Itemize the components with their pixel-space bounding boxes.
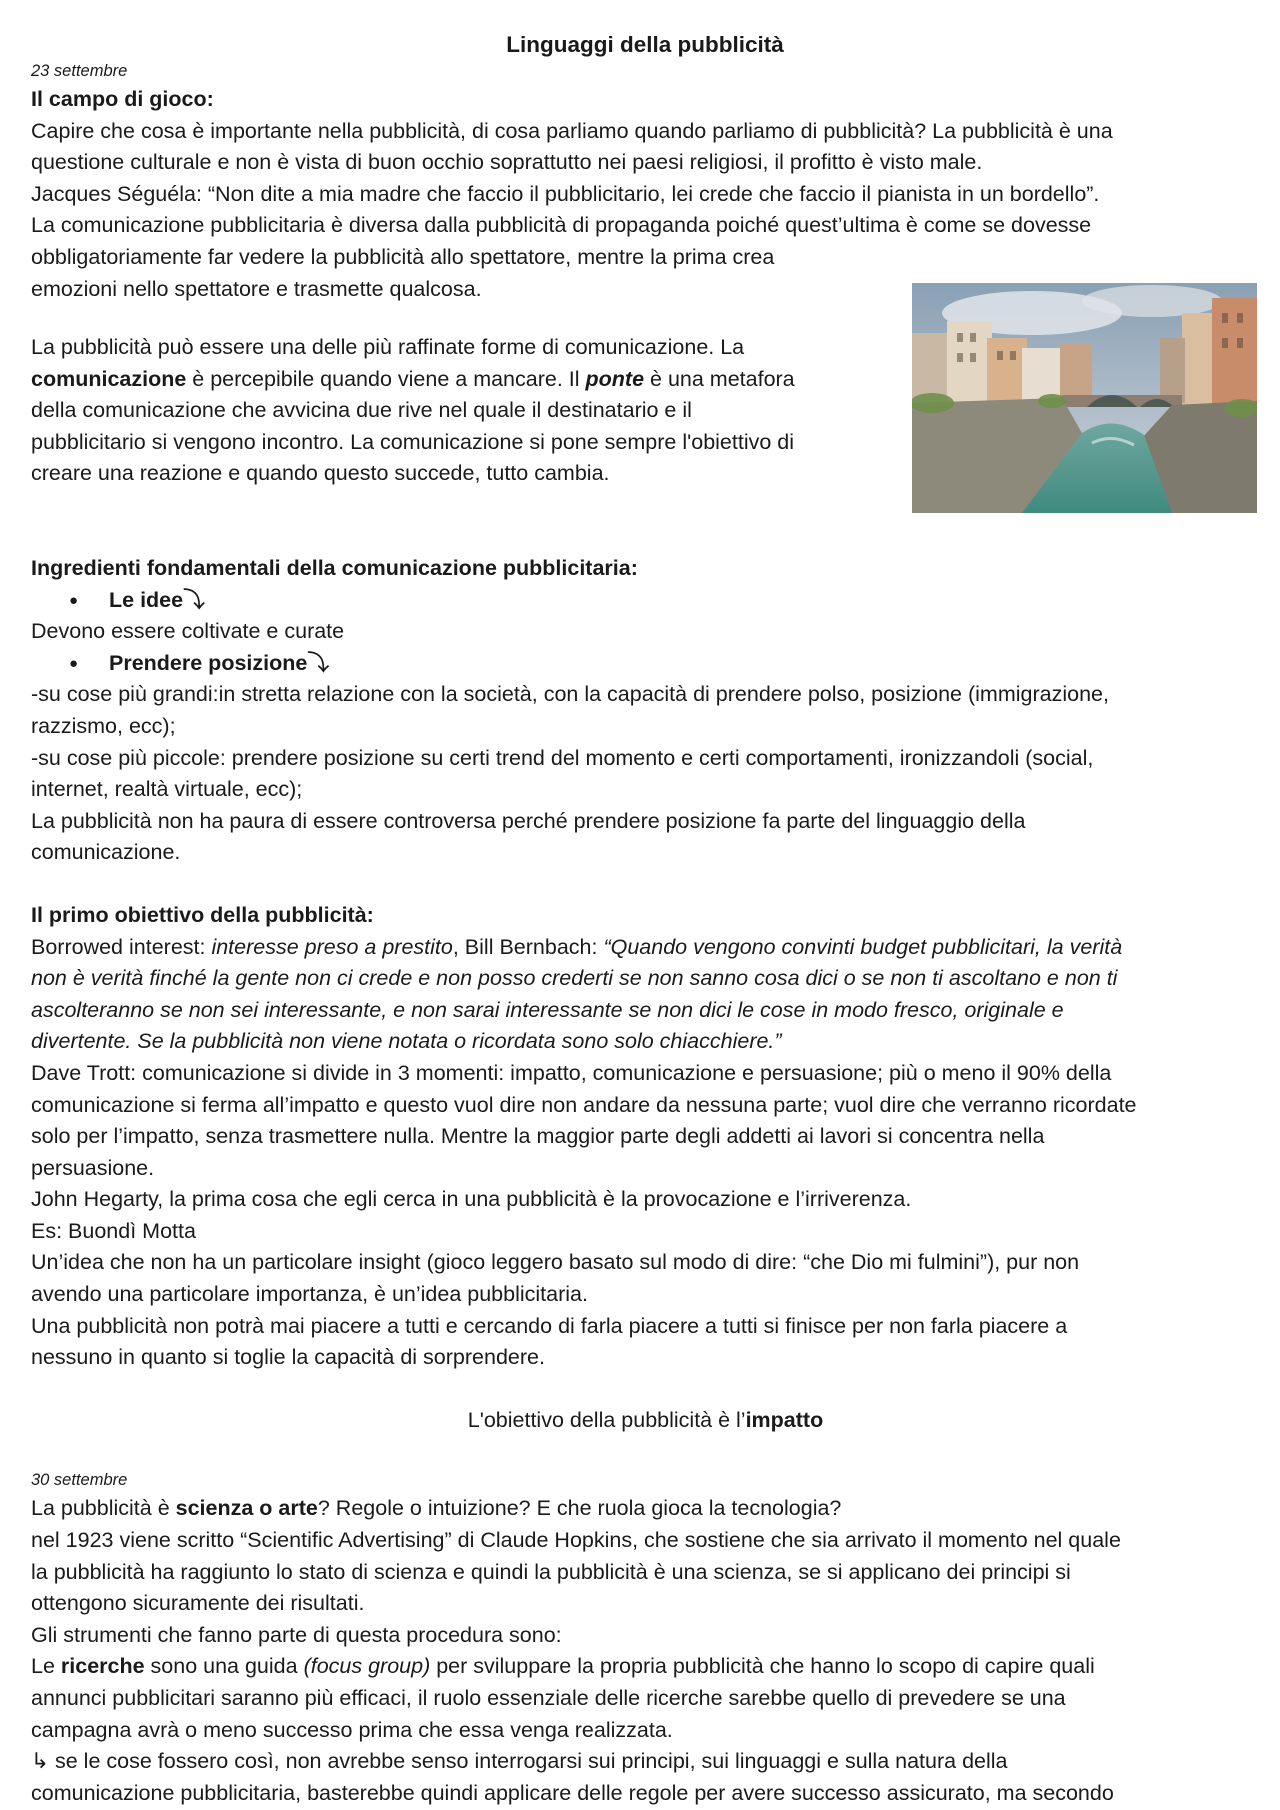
paragraph-line: Capire che cosa è importante nella pubblicità, di cosa parliamo quando parliamo di pubblicità? La pubblicità è una [31,118,1113,143]
italic-quote: “Quando vengono convinti budget pubblicitari, la verità [603,934,1123,959]
paragraph-line: annunci pubblicitari saranno più efficaci, il ruolo essenziale delle ricerche sarebbe quello di prevedere se una [31,1686,1066,1710]
date-label: 23 settembre [31,62,128,80]
paragraph-line: Un’idea che non ha un particolare insight (gioco leggero basato sul modo di dire: “che Dio mi fulmini”), pur non [31,1250,1080,1275]
document-title: Linguaggi della pubblicità [506,32,784,57]
section-heading: Il campo di gioco: [31,87,214,111]
spacer [31,869,1260,900]
bold-term: ricerche [60,1654,145,1679]
section-heading: Ingredienti fondamentali della comunicazione pubblicitaria: [31,556,638,580]
text-span: ? Regole o intuizione? E che ruola gioca la tecnologia? [317,1496,842,1521]
paragraph-line: Devono essere coltivate e curate [31,619,345,644]
text-span: è una metafora [644,366,795,391]
quote-line [31,995,1260,1027]
paragraph-line [31,932,1260,964]
text-span: Le [31,1654,61,1679]
text-span: sono una guida [144,1654,304,1679]
section-heading: Il primo obiettivo della pubblicità: [31,902,374,927]
paragraph-line: avendo una particolare importanza, è un’idea pubblicitaria. [31,1282,588,1307]
paragraph-line: obbligatoriamente far vedere la pubblicità allo spettatore, mentre la prima crea [31,244,775,269]
paragraph-line [31,1493,1260,1525]
paragraph-line: Una pubblicità non potrà mai piacere a tutti e cercando di farla piacere a tutti si finisce per non farla piacere a [31,1313,1068,1338]
paragraph-line: Gli strumenti che fanno parte di questa procedura sono: [31,1622,562,1647]
paragraph-line: nessuno in quanto si toglie la capacità di sorprendere. [31,1345,545,1370]
bold-italic-term: ponte [585,366,645,391]
text-span: , Bill Bernbach: [452,934,604,959]
paragraph-line: La pubblicità non ha paura di essere controversa perché prendere posizione fa parte del linguaggio della [31,808,1026,833]
section-campo-di-gioco [31,58,1260,305]
paragraph-line: comunicazione pubblicitaria, basterebbe quindi applicare delle regole per avere successo assicurato, ma secondo [31,1780,1114,1805]
spacer [31,522,1260,553]
paragraph-line: La pubblicità può essere una delle più raffinate forme di comunicazione. La [31,335,745,359]
text-span: per sviluppare la propria pubblicità che hanno lo scopo di capire quali [430,1654,1095,1679]
text-span: L'obiettivo della pubblicità è l’ [467,1407,746,1432]
paragraph-line: campagna avrà o meno successo prima che essa venga realizzata. [31,1717,673,1742]
paragraph-line: questione culturale e non è vista di buon occhio soprattutto nei paesi religiosi, il profitto è visto male. [31,150,983,175]
section-ingredienti [31,522,1260,1809]
bold-term: comunicazione [31,366,187,391]
bullet-item: ● Le idee⤵ [31,585,1260,617]
text-span: è percepibile quando viene a mancare. Il [186,366,586,391]
paragraph-line: John Hegarty, la prima cosa che egli cerca in una pubblicità è la provocazione e l’irriverenza. [31,1187,912,1212]
date-label: 30 settembre [31,1471,128,1490]
paragraph-line: della comunicazione che avvicina due rive nel quale il destinatario e il [31,398,692,423]
paragraph-line: comunicazione si ferma all’impatto e questo vuol dire non andare da nessuna parte; vuol dire che verranno ricordate [31,1092,1137,1117]
paragraph-line: creare una reazione e quando questo succede, tutto cambia. [31,461,610,486]
bold-term: scienza o arte [175,1496,318,1521]
quote-line [31,1026,1260,1058]
paragraph-line: comunicazione. [31,840,181,865]
paragraph-line: Dave Trott: comunicazione si divide in 3 momenti: impatto, comunicazione e persuasione; più o meno il 90% della [31,1060,1112,1085]
paragraph-line: pubblicitario si vengono incontro. La comunicazione si pone sempre l'obiettivo di [31,429,795,454]
bold-term: impatto [745,1407,824,1432]
paragraph-line: -su cose più grandi:in stretta relazione con la società, con la capacità di prendere polso, posizione (immigrazione, [31,682,1109,707]
italic-quote: non è verità finché la gente non ci crede e non posso crederti se non sanno cosa dici o se non ti ascoltano e non ti [31,966,1118,991]
text-span: La pubblicità è [31,1496,176,1521]
bullet-item: ● Prendere posizione⤵ [31,648,1260,680]
spacer [31,1374,1260,1405]
paragraph-line: -su cose più piccole: prendere posizione su certi trend del momento e certi comportamenti, ironizzandoli (social, [31,745,1094,770]
paragraph-line: emozioni nello spettatore e trasmette qualcosa. [31,276,482,301]
quote-line [31,963,1260,995]
paragraph-line: nel 1923 viene scritto “Scientific Advertising” di Claude Hopkins, che sostiene che sia arrivato il momento nel quale [31,1528,1121,1553]
italic-term: interesse preso a prestito [211,934,453,959]
paragraph-line: Jacques Séguéla: “Non dite a mia madre che faccio il pubblicitario, lei crede che faccio il pianista in un bordello”. [31,181,1100,206]
italic-term: (focus group) [303,1654,431,1679]
centered-statement [31,1405,1260,1437]
text-span: Borrowed interest: [31,934,212,959]
paragraph-line [31,364,891,396]
bridge-river-photo [912,283,1257,513]
paragraph-line: ↳ se le cose fossero così, non avrebbe senso interrogarsi sui principi, sui linguaggi e sulla natura della [31,1749,1008,1774]
paragraph-line [31,1651,1260,1683]
spacer [31,1436,1260,1467]
italic-quote: divertente. Se la pubblicità non viene notata o ricordata sono solo chiacchiere.” [31,1029,782,1054]
paragraph-line: razzismo, ecc); [31,713,176,738]
paragraph-line: Es: Buondì Motta [31,1218,196,1243]
italic-quote: ascolteranno se non sei interessante, e non sarai interessante se non dici le cose in modo fresco, originale e [31,997,1064,1022]
paragraph-line: La comunicazione pubblicitaria è diversa dalla pubblicità di propaganda poiché quest’ultima è come se dovesse [31,213,1092,238]
paragraph-line: persuasione. [31,1155,155,1180]
paragraph-line: solo per l’impatto, senza trasmettere nulla. Mentre la maggior parte degli addetti ai lavori si concentra nella [31,1124,1045,1149]
paragraph-line: ottengono sicuramente dei risultati. [31,1591,365,1616]
paragraph-line: la pubblicità ha raggiunto lo stato di scienza e quindi la pubblicità è una scienza, se si applicano dei principi si [31,1559,1071,1584]
paragraph-line: internet, realtà virtuale, ecc); [31,777,303,802]
section-comunicazione [31,332,891,490]
